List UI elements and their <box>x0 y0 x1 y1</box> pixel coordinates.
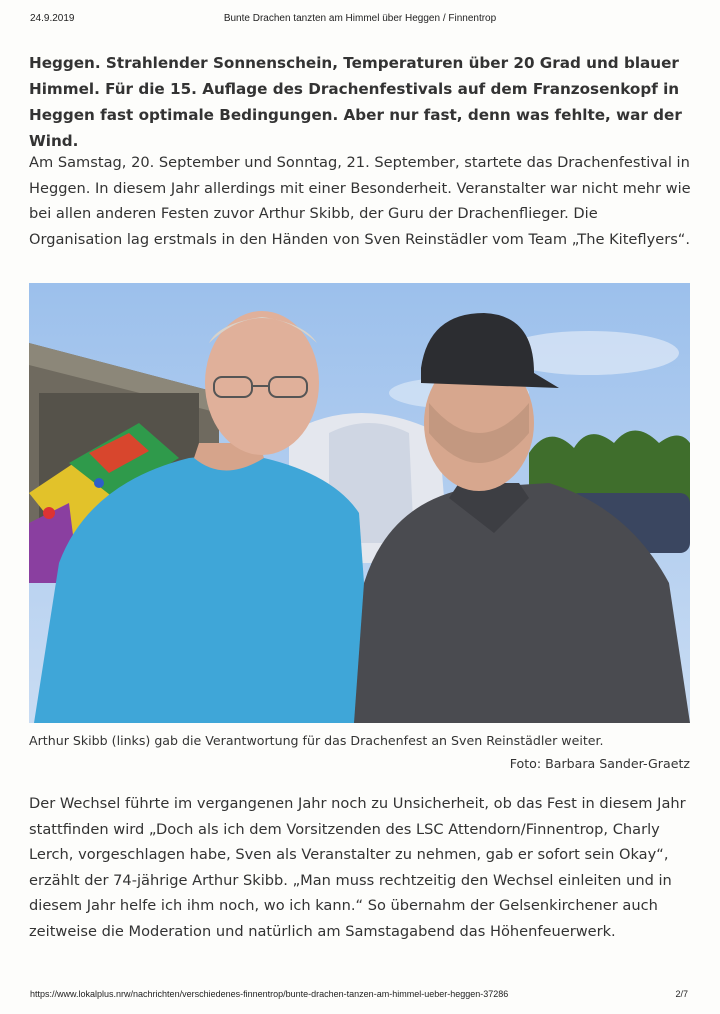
photo-illustration <box>29 283 690 723</box>
article-paragraph-1: Am Samstag, 20. September und Sonntag, 21. September, startete das Drachenfestival in Heggen. In diesem Jahr allerdings mit einer Besonderheit. Veranstalter war nicht mehr wie bei allen anderen Festen zuvor Arthur Skibb, der Guru der Drachenflieger. Die Organisation lag erstmals in den Händen von Sven Reinstädler vom Team „The Kiteflyers“. <box>29 154 691 248</box>
source-url-link[interactable]: https://www.lokalplus.nrw/nachrichten/verschiedenes-finnentrop/bunte-drachen-tanzen-am-himmel-ueber-heggen-37286 <box>30 989 509 999</box>
print-page-title: Bunte Drachen tanzten am Himmel über Heggen / Finnentrop <box>223 13 497 24</box>
photo-credit: Foto: Barbara Sander-Graetz <box>509 756 690 771</box>
print-date: 24.9.2019 <box>30 13 75 24</box>
photo-caption: Arthur Skibb (links) gab die Verantwortung für das Drachenfest an Sven Reinstädler weiter. <box>29 733 604 748</box>
article-paragraph-2: Der Wechsel führte im vergangenen Jahr noch zu Unsicherheit, ob das Fest in diesem Jahr stattfinden wird „Doch als ich dem Vorsitzenden des LSC Attendorn/Finnentrop, Charly Lerch, vorgeschlagen habe, Sven als Veranstalter zu nehmen, gab er sofort sein Okay“, erzählt der 74-jährige Arthur Skibb. „Man muss rechtzeitig den Wechsel einleiten und in diesem Jahr helfe ich ihm noch, wo ich kann.“ So übernahm der Gelsenkirchener auch zeitweise die Moderation und natürlich am Samstagabend das Höhenfeuerwerk. <box>29 795 686 940</box>
page-number: 2/7 <box>675 989 688 999</box>
article-photo <box>29 283 690 723</box>
article-lead: Heggen. Strahlender Sonnenschein, Temperaturen über 20 Grad und blauer Himmel. Für die 15. Auflage des Drachenfestivals auf dem Franzosenkopf in Heggen fast optimale Bedingungen. Aber nur fast, denn was fehlte, war der Wind. <box>29 54 682 150</box>
